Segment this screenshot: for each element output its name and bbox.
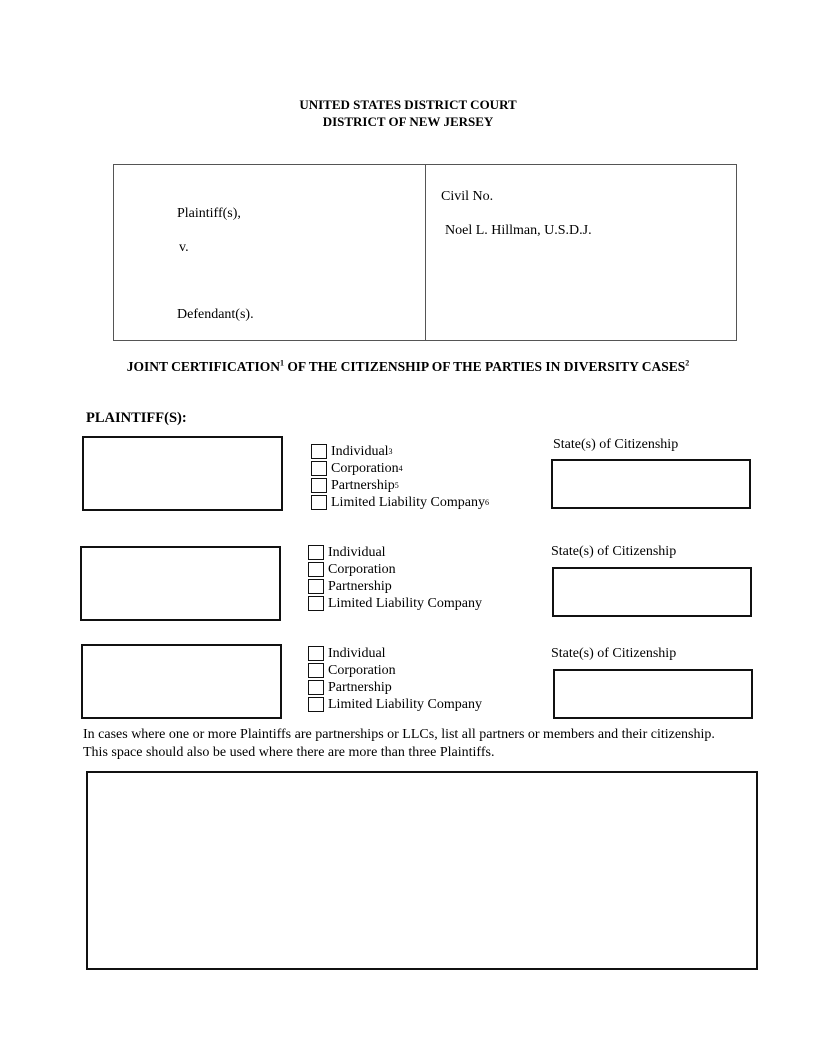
defendant-label: Defendant(s). xyxy=(177,307,254,322)
checkbox[interactable] xyxy=(311,495,327,510)
checkbox[interactable] xyxy=(308,579,324,594)
option-partnership[interactable]: Partnership 5 xyxy=(311,477,489,494)
plaintiff-name-field[interactable] xyxy=(81,644,282,719)
option-corporation[interactable]: Corporation xyxy=(308,662,482,679)
plaintiff-label: Plaintiff(s), xyxy=(177,206,241,221)
option-llc[interactable]: Limited Liability Company xyxy=(308,696,482,713)
plaintiffs-heading: PLAINTIFF(S): xyxy=(86,410,187,426)
option-individual[interactable]: Individual xyxy=(308,544,482,561)
versus-label: v. xyxy=(179,240,189,255)
certification-title: JOINT CERTIFICATION$^1$ OF THE CITIZENSHIP OF THE PARTIES IN DIVERSITY CASES$^2$ xyxy=(126,358,690,374)
checkbox[interactable] xyxy=(308,663,324,678)
checkbox[interactable] xyxy=(308,596,324,611)
footnote-ref: 2 xyxy=(685,358,690,368)
option-llc[interactable]: Limited Liability Company xyxy=(308,595,482,612)
entity-type-group xyxy=(311,443,489,511)
entity-type-group xyxy=(308,544,482,612)
option-corporation[interactable]: Corporation 4 xyxy=(311,460,489,477)
checkbox[interactable] xyxy=(311,444,327,459)
checkbox[interactable] xyxy=(311,478,327,493)
state-citizenship-field[interactable] xyxy=(552,567,752,617)
state-citizenship-field[interactable] xyxy=(553,669,753,719)
footnote-ref: 1 xyxy=(279,358,284,368)
checkbox[interactable] xyxy=(308,680,324,695)
state-citizenship-label: State(s) of Citizenship xyxy=(553,437,679,452)
state-citizenship-label: State(s) of Citizenship xyxy=(551,646,677,661)
judge-label: Noel L. Hillman, U.S.D.J. xyxy=(445,223,592,238)
option-corporation[interactable]: Corporation xyxy=(308,561,482,578)
option-individual[interactable]: Individual xyxy=(308,645,482,662)
option-llc[interactable]: Limited Liability Company 6 xyxy=(311,494,489,511)
checkbox[interactable] xyxy=(308,697,324,712)
plaintiff-name-field[interactable] xyxy=(82,436,283,511)
plaintiff-name-field[interactable] xyxy=(80,546,281,621)
checkbox[interactable] xyxy=(308,646,324,661)
checkbox[interactable] xyxy=(308,545,324,560)
checkbox[interactable] xyxy=(311,461,327,476)
state-citizenship-label: State(s) of Citizenship xyxy=(551,544,677,559)
option-partnership[interactable]: Partnership xyxy=(308,578,482,595)
court-name: UNITED STATES DISTRICT COURT xyxy=(299,97,517,112)
caption-divider xyxy=(425,164,426,341)
civil-no-label: Civil No. xyxy=(441,189,494,204)
checkbox[interactable] xyxy=(308,562,324,577)
option-partnership[interactable]: Partnership xyxy=(308,679,482,696)
additional-partners-field[interactable] xyxy=(86,771,758,970)
district-name: DISTRICT OF NEW JERSEY xyxy=(322,114,494,129)
option-individual[interactable]: Individual 3 xyxy=(311,443,489,460)
state-citizenship-field[interactable] xyxy=(551,459,751,509)
instructions-note: In cases where one or more Plaintiffs are partnerships or LLCs, list all partners or members and their citizenship. This space should also be used where there are more than three Plaintiffs. xyxy=(83,727,715,760)
entity-type-group xyxy=(308,645,482,713)
